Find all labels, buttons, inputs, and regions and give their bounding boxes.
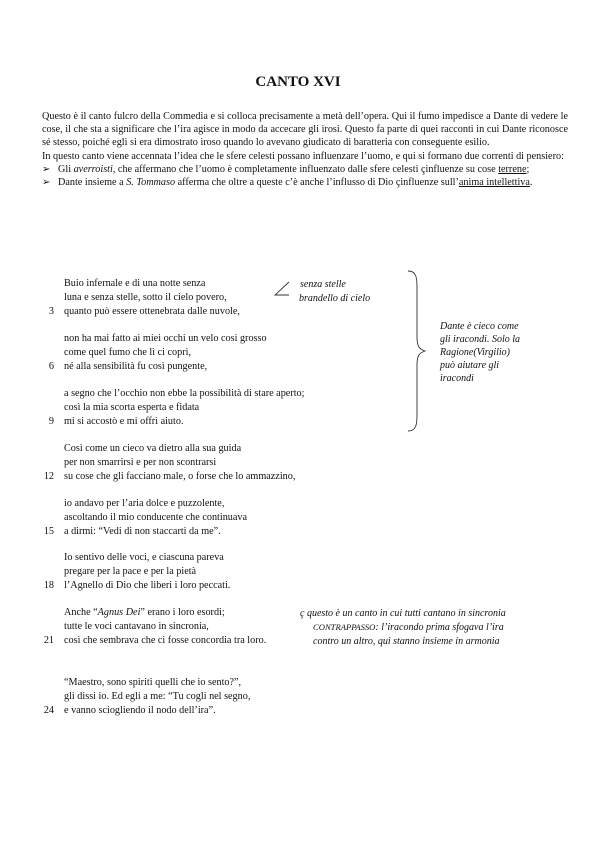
note-text: : l’iracondo prima sfogava l’ira	[375, 622, 504, 633]
verse-line: per non smarrirsi e per non scontrarsi	[64, 457, 217, 468]
line-number: 15	[43, 526, 54, 537]
bullet-text: afferma che oltre a queste c’è anche l’influsso di Dio	[175, 177, 396, 189]
implies-symbol: ç	[395, 177, 401, 189]
curly-brace-icon	[406, 269, 428, 433]
verse-line: e vanno sciogliendo il nodo dell’ira”.	[64, 705, 216, 716]
line-number: 3	[48, 306, 54, 317]
note-brandello: brandello di cielo	[299, 293, 371, 304]
arrow-bullet-icon: ➢	[42, 163, 51, 175]
note-contro: contro un altro, qui stanno insieme in armonia	[313, 636, 500, 647]
bullet-underlined: terrene	[498, 163, 527, 175]
bullet-tommaso	[42, 176, 568, 189]
verse-line: “Maestro, sono spiriti quelli che io sento?”,	[64, 677, 242, 688]
note-line: Dante è cieco come	[440, 321, 519, 332]
note-line: iracondi	[440, 373, 474, 384]
line-number: 9	[48, 416, 54, 427]
bullet-text: Gli	[58, 163, 74, 175]
line-number: 18	[43, 580, 54, 591]
verse-line: l’Agnello di Dio che liberi i loro peccati.	[64, 580, 231, 591]
bullet-averroisti	[42, 163, 568, 176]
verse-line: a segno che l’occhio non ebbe la possibilità di stare aperto;	[64, 388, 305, 399]
bullet-underlined: anima intellettiva	[458, 177, 530, 189]
verse-line: come quel fumo che lì ci coprì,	[64, 347, 192, 358]
bullet-text: Dante insieme a	[58, 177, 127, 189]
bullet-emphasis: S. Tommaso	[126, 177, 176, 189]
verse-text: Anche “	[64, 607, 98, 618]
note-line: può aiutare gli	[440, 360, 500, 371]
verse-line: così la mia scorta esperta e fidata	[64, 402, 200, 413]
note-line: Ragione(Virgilio)	[440, 347, 510, 358]
bullet-text: influenze sull’	[400, 177, 459, 189]
note-text: questo è un canto in cui tutti cantano in sincronia	[306, 608, 506, 619]
verse-line: Io sentivo delle voci, e ciascuna pareva	[64, 552, 224, 563]
line-number: 24	[43, 705, 54, 716]
implies-symbol: ç	[300, 608, 305, 619]
note-label: CONTRAPPASSO	[313, 622, 376, 632]
bullet-emphasis: averroisti	[73, 163, 113, 175]
verse-line: ascoltando il mio conducente che continuava	[64, 512, 248, 523]
verse-line: tutte le voci cantavano in sincronia,	[64, 621, 209, 632]
note-contrappasso	[313, 621, 504, 634]
angle-mark-icon	[271, 280, 293, 298]
verse-line	[64, 607, 225, 618]
note-dante-cieco	[440, 320, 520, 385]
verse-line: gli dissi io. Ed egli a me: “Tu cogli nel segno,	[64, 691, 251, 702]
line-number: 21	[43, 635, 54, 646]
verse-line: luna e senza stelle, sotto il cielo povero,	[64, 292, 227, 303]
bullet-text: .	[529, 177, 533, 189]
line-number: 6	[48, 361, 54, 372]
verse-line: quanto può essere ottenebrata dalle nuvole,	[64, 306, 240, 317]
verse-line: né alla sensibilità fu così pungente,	[64, 361, 208, 372]
note-senza-stelle: senza stelle	[300, 279, 346, 290]
verse-line: Così come un cieco va dietro alla sua guida	[64, 443, 242, 454]
bullet-text: , che affermano che l’uomo è completamente influenzato dalle sfere celesti	[112, 163, 421, 175]
note-sincronia	[300, 607, 506, 620]
verse-text: ” erano i loro esordi;	[140, 607, 225, 618]
implies-symbol: ç	[420, 163, 426, 175]
verse-line: così che sembrava che ci fosse concordia tra loro.	[64, 635, 267, 646]
page-title: CANTO XVI	[255, 74, 341, 90]
verse-line: io andavo per l’aria dolce e puzzolente,	[64, 498, 225, 509]
verse-line: a dirmi: “Vedi di non staccarti da me”.	[64, 526, 221, 537]
intro-paragraph-1: Questo è il canto fulcro della Commedia e si colloca precisamente a metà dell’opera. Qui il fumo impedisce a Dante di vedere le cose, il che sta a significare che l’ira agisce in modo da accecare gli irosi. Questo fa parte di quei racconti in cui Dante riconosce sé stesso, poiché egli si era dimostrato iroso quando lo avevano giudicato di baratteria con conseguente esilio.	[42, 111, 568, 149]
arrow-bullet-icon: ➢	[42, 177, 51, 189]
line-number: 12	[43, 471, 54, 482]
verse-line: mi si accostò e mi offrì aiuto.	[64, 416, 184, 427]
bullet-text: influenze su cose	[425, 163, 499, 175]
note-line: gli iracondi. Solo la	[440, 334, 520, 345]
intro-paragraph-2: In questo canto viene accennata l’idea che le sfere celesti possano influenzare l’uomo, e qui si formano due correnti di pensiero:	[42, 150, 564, 162]
verse-line: non ha mai fatto ai miei occhi un velo così grosso	[64, 333, 267, 344]
bullet-text: ;	[526, 163, 530, 175]
verse-line: su cose che gli facciano male, o forse che lo ammazzino,	[64, 471, 296, 482]
intro-section	[42, 110, 568, 189]
verse-line: pregare per la pace e per la pietà	[64, 566, 197, 577]
verse-line: Buio infernale e di una notte senza	[64, 278, 206, 289]
verse-emphasis: Agnus Dei	[97, 607, 141, 618]
